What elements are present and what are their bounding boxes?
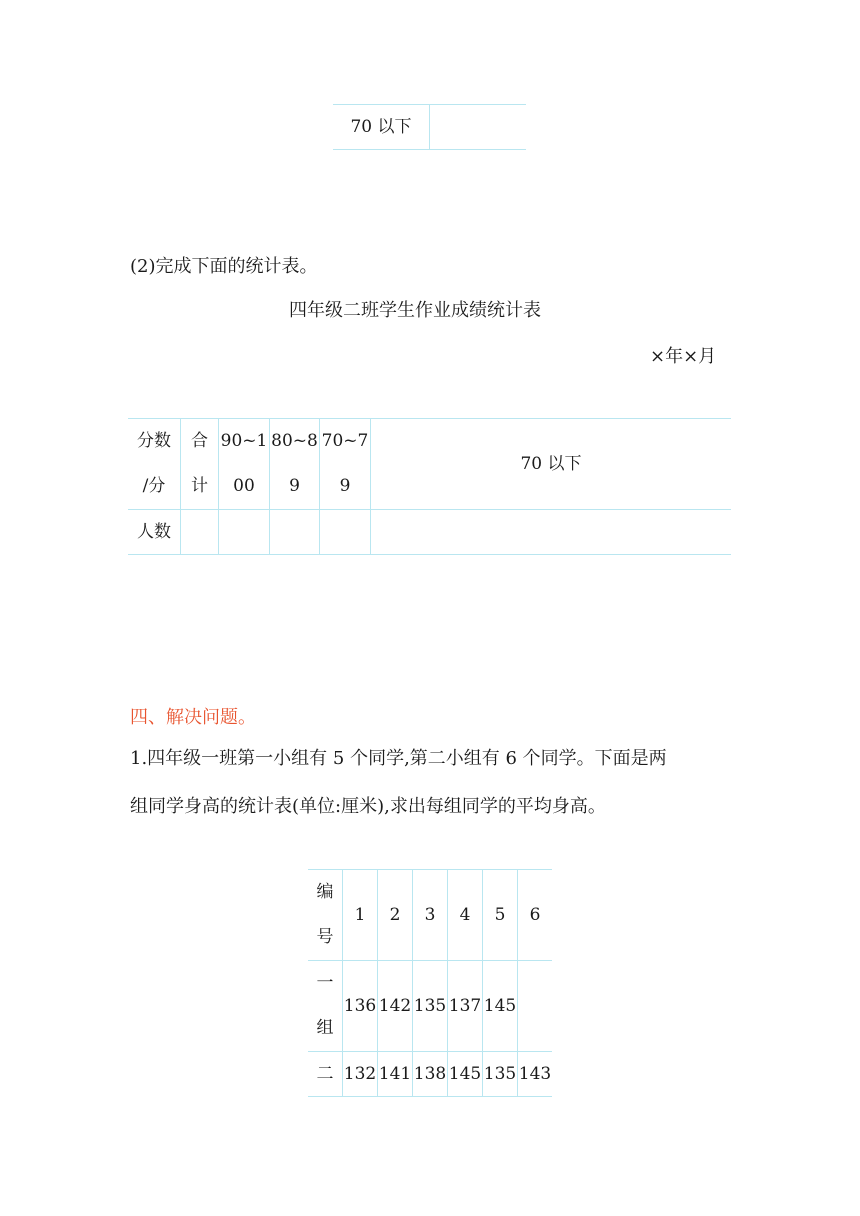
height-value-cell: 136: [343, 961, 378, 1052]
score-table-date: ×年×月: [650, 346, 717, 367]
header-cell-line: 90~1: [220, 431, 268, 451]
height-value-cell: [518, 961, 553, 1052]
header-cell-80-89: [270, 419, 320, 510]
count-cell-below-70: [371, 510, 732, 555]
row-label-count: 人数: [128, 510, 181, 555]
section4-heading: 四、解决问题。: [130, 707, 256, 728]
table-row: [128, 510, 731, 555]
row-label-cell: 70 以下: [333, 105, 430, 150]
height-value-cell: 137: [448, 961, 483, 1052]
header-cell-line: 00: [233, 476, 255, 496]
number-cell: 6: [518, 870, 553, 961]
header-cell-line: 9: [339, 476, 351, 496]
count-cell-80-89: [270, 510, 320, 555]
group1-label-cell: [308, 961, 343, 1052]
header-cell-score: [128, 419, 181, 510]
number-cell: 4: [448, 870, 483, 961]
header-label-cell: [308, 870, 343, 961]
height-value-cell: 141: [378, 1052, 413, 1097]
table-row: [128, 419, 731, 510]
header-cell-line: 编: [316, 882, 334, 902]
header-cell-total: [181, 419, 219, 510]
table-row: [308, 870, 552, 961]
count-cell-90-100: [219, 510, 270, 555]
table-row: [308, 961, 552, 1052]
height-value-cell: 132: [343, 1052, 378, 1097]
height-value-cell: 145: [448, 1052, 483, 1097]
count-cell-total: [181, 510, 219, 555]
height-value-cell: 142: [378, 961, 413, 1052]
header-cell-line: /分: [142, 476, 166, 496]
group-label-line: 一: [316, 973, 334, 993]
height-value-cell: 143: [518, 1052, 553, 1097]
number-cell: 5: [483, 870, 518, 961]
header-cell-line: 号: [316, 927, 334, 947]
question1-text: [130, 735, 667, 831]
height-value-cell: 138: [413, 1052, 448, 1097]
question1-line: 1.四年级一班第一小组有 5 个同学,第二小组有 6 个同学。下面是两: [130, 748, 667, 769]
score-stats-table: [128, 418, 731, 555]
top-fragment-table: [333, 104, 526, 150]
group2-label-cell: 二: [308, 1052, 343, 1097]
count-cell-70-79: [320, 510, 371, 555]
header-cell-line: 80~8: [271, 431, 318, 451]
table-row: [308, 1052, 552, 1097]
group-label-line: 组: [316, 1018, 334, 1038]
question1-line: 组同学身高的统计表(单位:厘米),求出每组同学的平均身高。: [130, 796, 606, 817]
height-value-cell: 135: [483, 1052, 518, 1097]
header-cell-below-70: 70 以下: [371, 419, 732, 510]
header-cell-line: 计: [191, 476, 208, 496]
header-cell-line: 9: [289, 476, 300, 496]
height-value-cell: 135: [413, 961, 448, 1052]
part2-instruction: (2)完成下面的统计表。: [130, 256, 318, 277]
header-cell-70-79: [320, 419, 371, 510]
table-row: [333, 105, 526, 150]
score-table-title: 四年级二班学生作业成绩统计表: [289, 300, 541, 321]
height-stats-table: [308, 869, 552, 1097]
number-cell: 2: [378, 870, 413, 961]
row-value-cell: [430, 105, 527, 150]
height-value-cell: 145: [483, 961, 518, 1052]
header-cell-line: 合: [191, 431, 208, 451]
header-cell-line: 70~7: [321, 431, 369, 451]
number-cell: 3: [413, 870, 448, 961]
header-cell-90-100: [219, 419, 270, 510]
number-cell: 1: [343, 870, 378, 961]
header-cell-line: 分数: [137, 431, 171, 451]
